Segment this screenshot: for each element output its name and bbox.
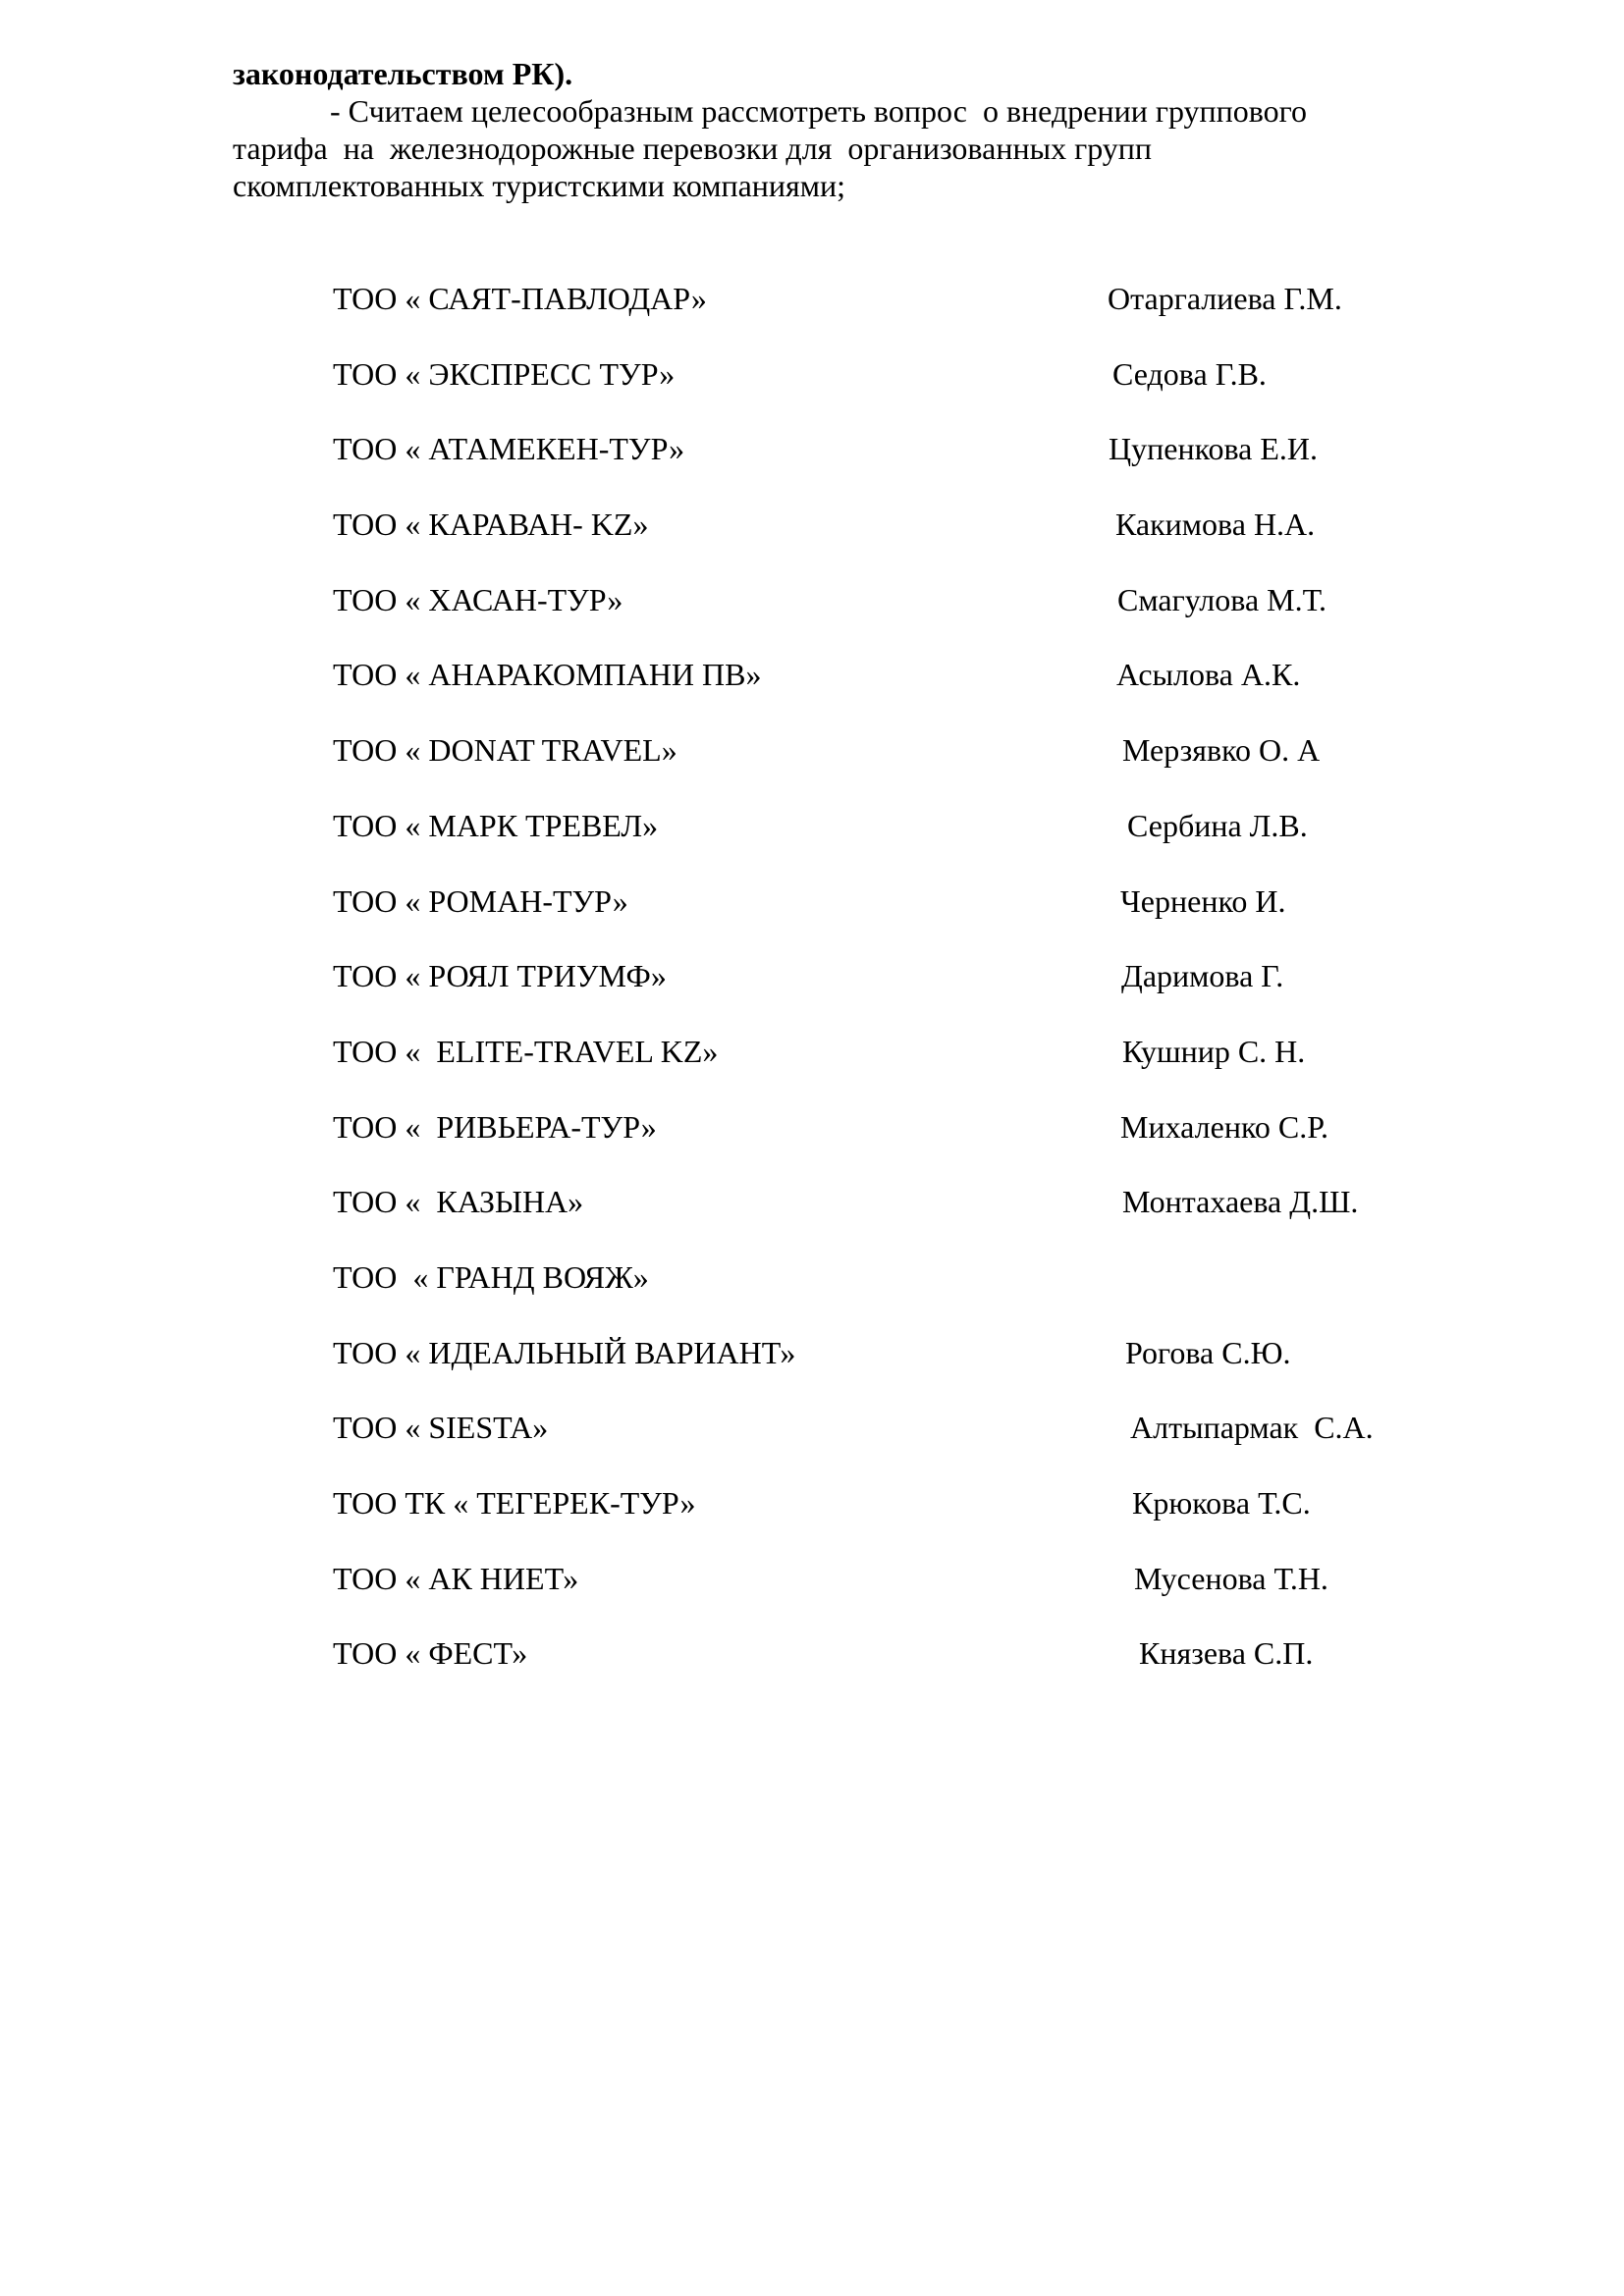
signatory-row <box>0 864 1624 939</box>
representative-name: Кушнир С. Н. <box>1122 1033 1306 1069</box>
organization-name: ТОО « КАРАВАН- KZ» <box>333 507 649 543</box>
signatory-row <box>0 788 1624 864</box>
representative-name: Мерзявко О. А <box>1122 732 1321 769</box>
organization-name: ТОО « ИДЕАЛЬНЫЙ ВАРИАНТ» <box>333 1334 796 1370</box>
signatory-row <box>0 1541 1624 1617</box>
representative-name: Мусенова Т.Н. <box>1134 1560 1328 1596</box>
signatory-row <box>0 487 1624 562</box>
organization-name: ТОО « ГРАНД ВОЯЖ» <box>333 1258 649 1295</box>
organization-name: ТОО ТК « ТЕГЕРЕК-ТУР» <box>333 1485 696 1521</box>
organization-name: ТОО « ХАСАН-ТУР» <box>333 581 623 617</box>
representative-name: Смагулова М.Т. <box>1117 581 1326 617</box>
signatory-row <box>0 713 1624 788</box>
intro-paragraph-line: тарифа на железнодорожные перевозки для организованных групп <box>233 131 1153 166</box>
representative-name: Отаргалиева Г.М. <box>1108 281 1342 316</box>
organization-name: ТОО « АНАРАКОМПАНИ ПВ» <box>333 657 762 693</box>
representative-name: Даримова Г. <box>1121 958 1284 994</box>
signatory-row <box>0 562 1624 638</box>
organization-name: ТОО « РОМАН-ТУР» <box>333 882 628 919</box>
representative-name: Крюкова Т.С. <box>1132 1485 1311 1521</box>
signatory-row <box>0 1090 1624 1165</box>
intro-paragraph-line: скомплектованных туристскими компаниями; <box>233 168 846 203</box>
organization-name: ТОО « РОЯЛ ТРИУМФ» <box>333 958 667 994</box>
representative-name: Какимова Н.А. <box>1115 507 1316 543</box>
signatory-row <box>0 1616 1624 1691</box>
intro-bold-line: законодательством РК). <box>233 56 573 91</box>
organization-name: ТОО « МАРК ТРЕВЕЛ» <box>333 807 659 843</box>
intro-section <box>233 55 1411 204</box>
representative-name: Алтыпармак С.А. <box>1130 1410 1374 1446</box>
representative-name: Михаленко С.Р. <box>1120 1108 1328 1145</box>
organization-name: ТОО « РИВЬЕРА-ТУР» <box>333 1108 657 1145</box>
signatory-row <box>0 1240 1624 1315</box>
signatory-row <box>0 411 1624 487</box>
organization-name: ТОО « АТАМЕКЕН-ТУР» <box>333 431 685 467</box>
organization-name: ТОО « SIESTA» <box>333 1410 549 1446</box>
organization-name: ТОО « ELITE-TRAVEL KZ» <box>333 1033 719 1069</box>
signatory-row <box>0 337 1624 412</box>
signatory-row <box>0 1466 1624 1541</box>
signatory-list <box>0 261 1624 1691</box>
representative-name: Сербина Л.В. <box>1127 807 1308 843</box>
representative-name: Асылова А.К. <box>1116 657 1301 693</box>
signatory-row <box>0 1014 1624 1090</box>
signatory-row <box>0 1390 1624 1466</box>
representative-name: Цупенкова Е.И. <box>1109 431 1319 467</box>
organization-name: ТОО « АК НИЕТ» <box>333 1560 579 1596</box>
representative-name: Князева С.П. <box>1139 1635 1314 1672</box>
organization-name: ТОО « ФЕСТ» <box>333 1635 528 1672</box>
representative-name: Монтахаева Д.Ш. <box>1122 1184 1359 1220</box>
signatory-row <box>0 637 1624 713</box>
signatory-row <box>0 938 1624 1014</box>
organization-name: ТОО « КАЗЫНА» <box>333 1184 584 1220</box>
signatory-row <box>0 1315 1624 1391</box>
intro-paragraph-line: - Считаем целесообразным рассмотреть вопрос о внедрении группового <box>330 93 1307 129</box>
representative-name: Черненко И. <box>1120 882 1286 919</box>
representative-name: Рогова С.Ю. <box>1125 1334 1291 1370</box>
organization-name: ТОО « DONAT TRAVEL» <box>333 732 677 769</box>
representative-name: Седова Г.В. <box>1112 355 1267 392</box>
signatory-row <box>0 261 1624 337</box>
signatory-row <box>0 1164 1624 1240</box>
organization-name: ТОО « ЭКСПРЕСС ТУР» <box>333 355 676 392</box>
organization-name: ТОО « САЯТ-ПАВЛОДАР» <box>333 281 707 316</box>
